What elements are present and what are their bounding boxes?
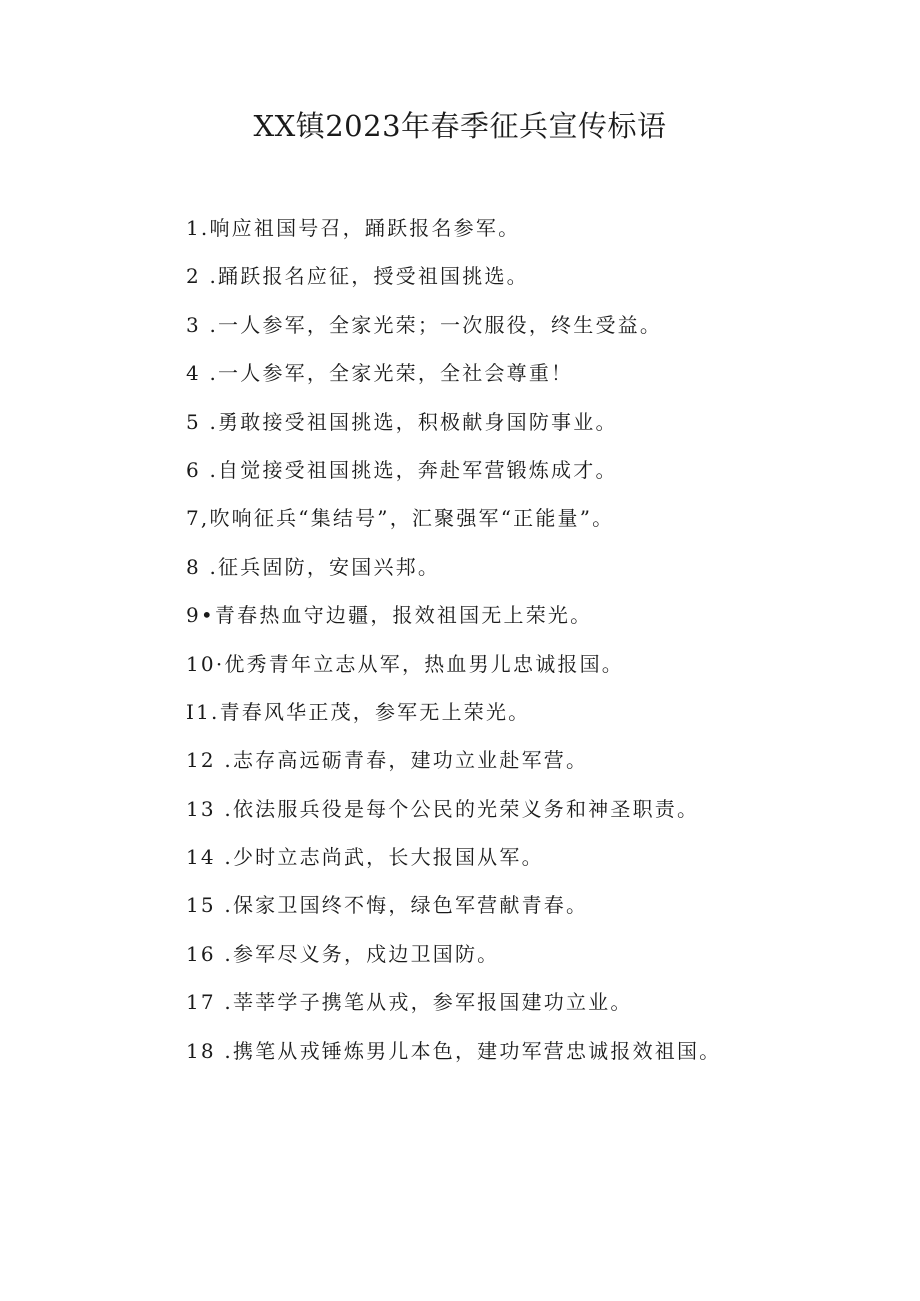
slogan-item: 6 .自觉接受祖国挑选，奔赴军营锻炼成才。 <box>186 457 618 482</box>
document-title: XX镇2023年春季征兵宣传标语 <box>253 109 667 143</box>
slogan-item: 8 .征兵固防，安国兴邦。 <box>186 554 441 579</box>
slogan-item: 5 .勇敢接受祖国挑选，积极献身国防事业。 <box>186 409 618 434</box>
slogan-item: 3 .一人参军，全家光荣；一次服役，终生受益。 <box>186 312 663 337</box>
slogan-item: 17 .莘莘学子携笔从戎，参军报国建功立业。 <box>186 990 633 1015</box>
slogan-item: 2 .踊跃报名应征，授受祖国挑选。 <box>186 264 529 289</box>
slogan-list <box>186 211 886 1082</box>
slogan-item: 16 .参军尽义务，戍边卫国防。 <box>186 941 500 966</box>
slogan-item: I1.青春风华正茂，参军无上荣光。 <box>186 699 531 724</box>
slogan-item: 12 .志存高远砺青春，建功立业赴军营。 <box>186 748 589 773</box>
slogan-item: 1.响应祖国号召，踊跃报名参军。 <box>186 216 521 240</box>
slogan-item: 14 .少时立志尚武，长大报国从军。 <box>186 845 544 870</box>
slogan-item: 15 .保家卫国终不悔，绿色军营献青春。 <box>186 893 589 918</box>
slogan-item: 18 .携笔从戎锤炼男儿本色，建功军营忠诚报效祖国。 <box>186 1038 722 1063</box>
slogan-item: 9•青春热血守边疆，报效祖国无上荣光。 <box>186 603 593 628</box>
slogan-item: 10·优秀青年立志从军，热血男儿忠诚报国。 <box>186 651 625 676</box>
slogan-item: 13 .依法服兵役是每个公民的光荣义务和神圣职责。 <box>186 796 700 821</box>
slogan-item: 7,吹响征兵“集结号”，汇聚强军“正能量”。 <box>186 506 615 531</box>
slogan-item: 4 .一人参军，全家光荣，全社会尊重！ <box>186 361 574 386</box>
